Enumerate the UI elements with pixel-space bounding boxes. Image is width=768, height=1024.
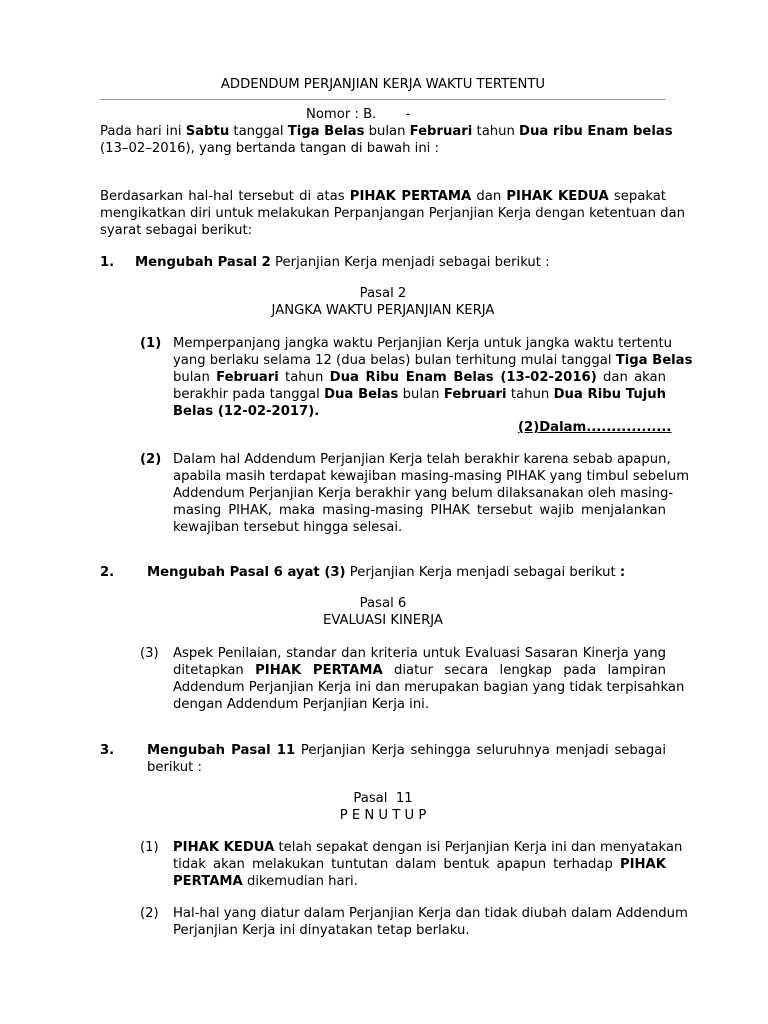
pasal-2-label: Pasal 2 [359,286,407,301]
pasal-11-item-1-line-2: tidak akan melakukan tuntutan dalam bentuk apapun terhadap PIHAK [173,857,666,872]
basis-line-1: Berdasarkan hal-hal tersebut di atas PIHAK PERTAMA dan PIHAK KEDUA sepakat [100,189,666,204]
pasal-6-item-3-number: (3) [140,646,159,661]
pasal-2-item-2-number: (2) [140,452,162,467]
pasal-2-item-2-line-1: Dalam hal Addendum Perjanjian Kerja telah berakhir karena sebab apapun, [173,452,671,467]
pasal-6-item-3-line-3: Addendum Perjanjian Kerja ini dan merupakan bagian yang tidak terpisahkan [173,680,685,695]
pasal-2-item-1-line-3: bulan Februari tahun Dua Ribu Enam Belas (13-02-2016) dan akan [173,370,666,385]
pasal-2-item-2-line-2: apabila masih terdapat kewajiban masing-masing PIHAK yang timbul sebelum [173,469,690,484]
pasal-6-item-3-line-2: ditetapkan PIHAK PERTAMA diatur secara lengkap pada lampiran [173,663,666,678]
pasal-2-title: JANGKA WAKTU PERJANJIAN KERJA [271,303,495,318]
pasal-2-item-1-line-4: berakhir pada tanggal Dua Belas bulan Februari tahun Dua Ribu Tujuh [173,387,667,402]
basis-line-2: mengikatkan diri untuk melakukan Perpanjangan Perjanjian Kerja dengan ketentuan dan [100,206,685,221]
pasal-11-title: P E N U T U P [339,808,427,823]
pasal-2-item-1-line-1: Memperpanjang jangka waktu Perjanjian Kerja untuk jangka waktu tertentu [173,336,672,351]
pasal-2-item-1-line-2: yang berlaku selama 12 (dua belas) bulan terhitung mulai tanggal Tiga Belas [173,353,693,368]
pasal-2-item-1-line-5: Belas (12-02-2017). [173,404,320,419]
intro-line-2: (13–02–2016), yang bertanda tangan di bawah ini : [100,141,439,156]
section-3-heading: Mengubah Pasal 11 Perjanjian Kerja sehingga seluruhnya menjadi sebagai [147,743,666,758]
pasal-2-item-2-line-3: Addendum Perjanjian Kerja berakhir yang belum dilaksanakan oleh masing- [173,486,674,501]
document-title: ADDENDUM PERJANJIAN KERJA WAKTU TERTENTU [220,77,546,92]
pasal-2-item-2-line-4: masing PIHAK, maka masing-masing PIHAK tersebut wajib menjalankan [173,503,666,518]
pasal-11-item-2-line-1: Hal-hal yang diatur dalam Perjanjian Kerja dan tidak diubah dalam Addendum [173,906,688,921]
continuation-marker: (2)Dalam................. [518,420,672,435]
pasal-11-item-1-line-1: PIHAK KEDUA telah sepakat dengan isi Perjanjian Kerja ini dan menyatakan [173,840,683,855]
pasal-6-item-3-line-4: dengan Addendum Perjanjian Kerja ini. [173,697,430,712]
section-3-heading-cont: berikut : [147,760,202,775]
pasal-11-item-2-number: (2) [140,906,159,921]
section-1-heading: Mengubah Pasal 2 Perjanjian Kerja menjadi sebagai berikut : [135,255,550,270]
pasal-2-item-1-number: (1) [140,336,162,351]
pasal-6-item-3-line-1: Aspek Penilaian, standar dan kriteria untuk Evaluasi Sasaran Kinerja yang [173,646,666,661]
pasal-11-item-1-line-3: PERTAMA dikemudian hari. [173,874,358,889]
intro-line-1: Pada hari ini Sabtu tanggal Tiga Belas bulan Februari tahun Dua ribu Enam belas [100,124,673,139]
section-2-number: 2. [100,565,115,580]
pasal-11-item-1-number: (1) [140,840,159,855]
section-3-number: 3. [100,743,115,758]
pasal-11-label: Pasal 11 [353,791,413,806]
section-2-heading: Mengubah Pasal 6 ayat (3) Perjanjian Kerja menjadi sebagai berikut : [147,565,626,580]
section-1-number: 1. [100,255,115,270]
pasal-11-item-2-line-2: Perjanjian Kerja ini dinyatakan tetap berlaku. [173,923,470,938]
pasal-2-item-2-line-5: kewajiban tersebut hingga selesai. [173,520,403,535]
title-divider [100,99,666,100]
basis-line-3: syarat sebagai berikut: [100,223,253,238]
pasal-6-label: Pasal 6 [359,596,407,611]
document-number: Nomor : B. - [306,107,411,122]
pasal-6-title: EVALUASI KINERJA [323,613,443,628]
